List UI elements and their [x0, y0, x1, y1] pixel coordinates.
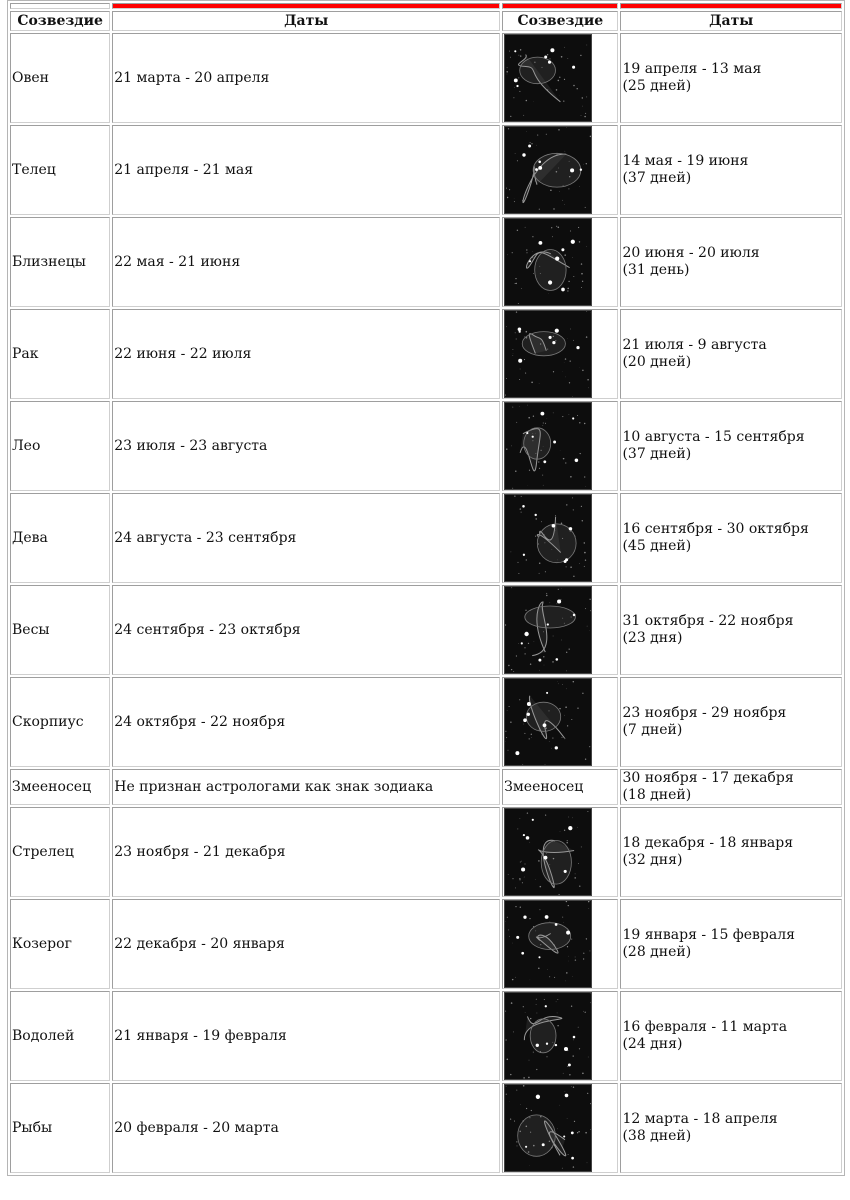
astrological-dates: 24 сентября - 23 октября: [112, 585, 500, 675]
constellation-name: Змееносец: [10, 769, 110, 805]
leo-constellation-icon-art: [505, 403, 591, 489]
pisces-constellation-icon: [504, 1084, 592, 1172]
virgo-constellation-icon: [504, 494, 592, 582]
table-row: [10, 217, 842, 307]
constellation-name: Водолей: [10, 991, 110, 1081]
sun-transit-dates: [620, 991, 842, 1081]
sun-transit-dates: [620, 401, 842, 491]
astrological-dates: 24 октября - 22 ноября: [112, 677, 500, 767]
table-row: [10, 493, 842, 583]
astrological-dates: 22 июня - 22 июля: [112, 309, 500, 399]
accent-bar: [502, 3, 618, 9]
constellation-image-cell: [502, 1083, 618, 1173]
header-dates: Даты: [112, 11, 500, 31]
sagittarius-constellation-icon-art: [505, 809, 591, 895]
header-constellation: Созвездие: [502, 11, 618, 31]
accent-row: [10, 3, 842, 9]
sagittarius-constellation-icon: [504, 808, 592, 896]
taurus-constellation-icon: [504, 126, 592, 214]
sun-transit-dates: [620, 217, 842, 307]
constellation-name: Рак: [10, 309, 110, 399]
constellation-name: Рыбы: [10, 1083, 110, 1173]
pisces-constellation-icon-art: [505, 1085, 591, 1171]
sun-duration: (32 дня): [622, 852, 683, 868]
cancer-constellation-icon-art: [505, 311, 591, 397]
sun-transit-dates: [620, 677, 842, 767]
sun-duration: (23 дня): [622, 630, 683, 646]
sun-dates-range: 16 февраля - 11 марта: [622, 1019, 788, 1035]
sun-dates-range: 14 мая - 19 июня: [622, 153, 749, 169]
astrological-dates: 21 апреля - 21 мая: [112, 125, 500, 215]
sun-transit-dates: [620, 769, 842, 805]
table-row: [10, 1083, 842, 1173]
table-row: [10, 401, 842, 491]
aquarius-constellation-icon: [504, 992, 592, 1080]
sun-duration: (38 дней): [622, 1128, 692, 1144]
astrological-dates: 24 августа - 23 сентября: [112, 493, 500, 583]
sun-duration: (25 дней): [622, 78, 692, 94]
table-row: [10, 33, 842, 123]
astrological-dates: 21 марта - 20 апреля: [112, 33, 500, 123]
capricorn-constellation-icon-art: [505, 901, 591, 987]
header-dates: Даты: [620, 11, 842, 31]
constellation-name: Стрелец: [10, 807, 110, 897]
sun-dates-range: 12 марта - 18 апреля: [622, 1111, 778, 1127]
astrological-dates: 22 мая - 21 июня: [112, 217, 500, 307]
cancer-constellation-icon: [504, 310, 592, 398]
sun-dates-range: 19 января - 15 февраля: [622, 927, 795, 943]
accent-bar: [620, 3, 842, 9]
sun-transit-dates: [620, 585, 842, 675]
sun-dates-range: 10 августа - 15 сентября: [622, 429, 805, 445]
astrological-dates: 23 ноября - 21 декабря: [112, 807, 500, 897]
sun-dates-range: 16 сентября - 30 октября: [622, 521, 809, 537]
constellation-image-cell: [502, 217, 618, 307]
virgo-constellation-icon-art: [505, 495, 591, 581]
gemini-constellation-icon: [504, 218, 592, 306]
aries-constellation-icon: [504, 34, 592, 122]
aquarius-constellation-icon-art: [505, 993, 591, 1079]
sun-duration: (45 дней): [622, 538, 692, 554]
table-body: [10, 33, 842, 1173]
gemini-constellation-icon-art: [505, 219, 591, 305]
astrological-dates: Не признан астрологами как знак зодиака: [112, 769, 500, 805]
constellation-image-cell: [502, 33, 618, 123]
constellation-name: Лео: [10, 401, 110, 491]
constellation-image-cell: [502, 585, 618, 675]
sun-transit-dates: [620, 493, 842, 583]
constellation-image-cell: [502, 677, 618, 767]
sun-transit-dates: [620, 125, 842, 215]
sun-dates-range: 18 декабря - 18 января: [622, 835, 794, 851]
table-row: [10, 769, 842, 805]
sun-dates-range: 30 ноября - 17 декабря: [622, 770, 794, 786]
sun-transit-dates: [620, 309, 842, 399]
sun-duration: (18 дней): [622, 787, 692, 803]
table-row: [10, 807, 842, 897]
table-row: [10, 899, 842, 989]
accent-cell-blank: [10, 3, 110, 9]
constellation-image-cell: [502, 493, 618, 583]
constellation-name: Козерог: [10, 899, 110, 989]
sun-dates-range: 31 октября - 22 ноября: [622, 613, 794, 629]
constellation-name: Овен: [10, 33, 110, 123]
zodiac-table: [7, 0, 845, 1176]
sun-duration: (20 дней): [622, 354, 692, 370]
constellation-image-cell: [502, 401, 618, 491]
libra-constellation-icon-art: [505, 587, 591, 673]
constellation-name: Скорпиус: [10, 677, 110, 767]
sun-dates-range: 19 апреля - 13 мая: [622, 61, 762, 77]
sun-dates-range: 20 июня - 20 июля: [622, 245, 760, 261]
sun-transit-dates: [620, 899, 842, 989]
constellation-name: Дева: [10, 493, 110, 583]
constellation-image-alt: Змееносец: [502, 769, 618, 805]
sun-duration: (37 дней): [622, 446, 692, 462]
constellation-image-cell: [502, 309, 618, 399]
sun-duration: (7 дней): [622, 722, 683, 738]
libra-constellation-icon: [504, 586, 592, 674]
sun-transit-dates: [620, 33, 842, 123]
constellation-image-cell: [502, 991, 618, 1081]
astrological-dates: 21 января - 19 февраля: [112, 991, 500, 1081]
astrological-dates: 20 февраля - 20 марта: [112, 1083, 500, 1173]
constellation-name: Близнецы: [10, 217, 110, 307]
scorpius-constellation-icon-art: [505, 679, 591, 765]
sun-dates-range: 21 июля - 9 августа: [622, 337, 767, 353]
header-row: [10, 11, 842, 31]
scorpius-constellation-icon: [504, 678, 592, 766]
header-constellation: Созвездие: [10, 11, 110, 31]
table-row: [10, 677, 842, 767]
sun-dates-range: 23 ноября - 29 ноября: [622, 705, 787, 721]
sun-transit-dates: [620, 1083, 842, 1173]
table-row: [10, 309, 842, 399]
leo-constellation-icon: [504, 402, 592, 490]
sun-duration: (31 день): [622, 262, 690, 278]
sun-duration: (28 дней): [622, 944, 692, 960]
aries-constellation-icon-art: [505, 35, 591, 121]
astrological-dates: 22 декабря - 20 января: [112, 899, 500, 989]
sun-duration: (37 дней): [622, 170, 692, 186]
constellation-name: Весы: [10, 585, 110, 675]
constellation-image-cell: [502, 125, 618, 215]
constellation-image-cell: [502, 899, 618, 989]
table-row: [10, 125, 842, 215]
taurus-constellation-icon-art: [505, 127, 591, 213]
table-row: [10, 991, 842, 1081]
constellation-name: Телец: [10, 125, 110, 215]
sun-transit-dates: [620, 807, 842, 897]
constellation-image-cell: [502, 807, 618, 897]
capricorn-constellation-icon: [504, 900, 592, 988]
table-row: [10, 585, 842, 675]
accent-bar: [112, 3, 500, 9]
astrological-dates: 23 июля - 23 августа: [112, 401, 500, 491]
sun-duration: (24 дня): [622, 1036, 683, 1052]
